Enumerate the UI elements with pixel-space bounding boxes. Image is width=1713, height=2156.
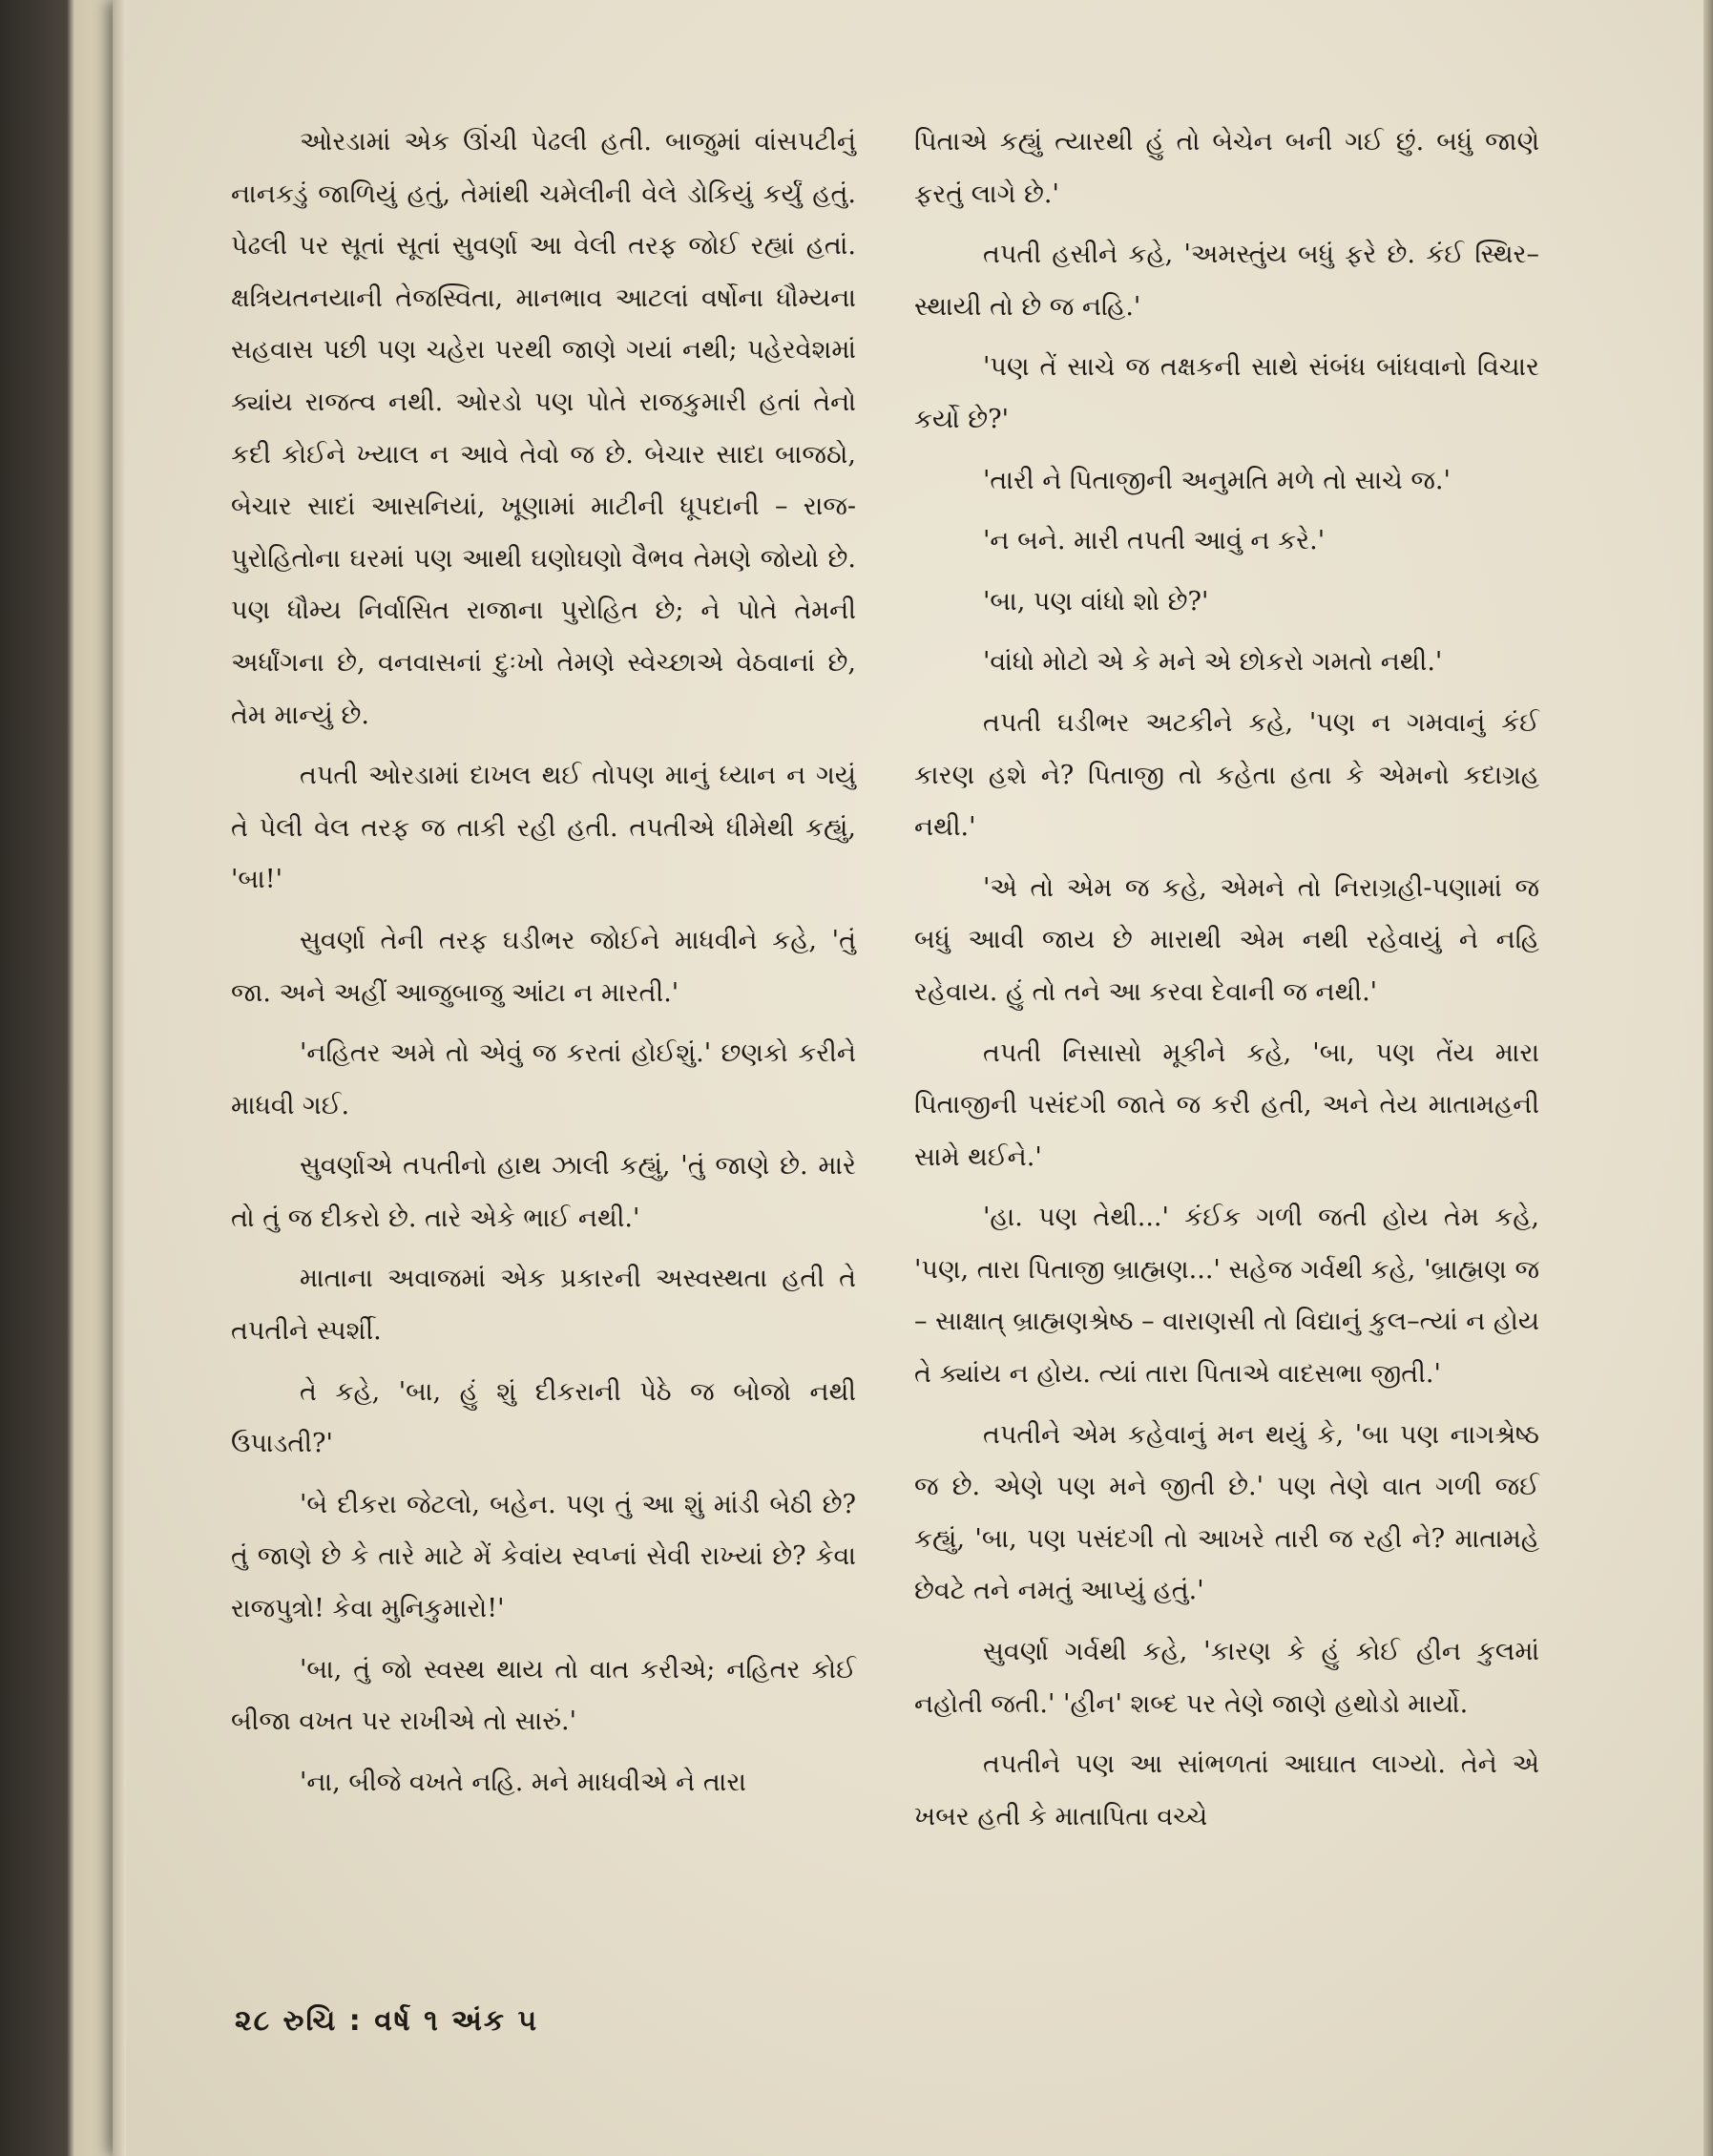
left-text-column — [231, 116, 856, 1817]
paragraph: 'પણ તેં સાચે જ તક્ષકની સાથે સંબંધ બાંધવાનો વિચાર કર્યો છે?' — [914, 352, 1539, 434]
paragraph: માતાના અવાજમાં એક પ્રકારની અસ્વસ્થતા હતી તે તપતીને સ્પર્શી. — [231, 1264, 856, 1347]
paragraph: 'ના, બીજે વખતે નહિ. મને માધવીએ ને તારા — [300, 1767, 746, 1797]
paragraph: 'વાંધો મોટો એ કે મને એ છોકરો ગમતો નથી.' — [983, 647, 1443, 678]
paragraph: 'હા. પણ તેથી...' કંઈક ગળી જતી હોય તેમ કહે, 'પણ, તારા પિતાજી બ્રાહ્મણ...' સહેજ ગર્વથી કહે, 'બ્રાહ્મણ જ – સાક્ષાત્ બ્રાહ્મણશ્રેષ્ઠ – વારાણસી તો વિદ્યાનું કુલ–ત્યાં ન હોય તે ક્યાંય ન હોય. ત્યાં તારા પિતાએ વાદસભા જીતી.' — [914, 1203, 1539, 1390]
page-right-edge — [1703, 0, 1713, 2156]
paragraph: તપતી હસીને કહે, 'અમસ્તુંય બધું ફરે છે. કંઈ સ્થિર–સ્થાયી તો છે જ નહિ.' — [914, 240, 1539, 322]
paragraph: 'નહિતર અમે તો એવું જ કરતાં હોઈશું.' છણકો કરીને માધવી ગઈ. — [231, 1038, 856, 1120]
paragraph: તપતી ઓરડામાં દાખલ થઈ તોપણ માનું ધ્યાન ન ગયું તે પેલી વેલ તરફ જ તાકી રહી હતી. તપતીએ ધીમેથી કહ્યું, 'બા!' — [231, 761, 856, 895]
paragraph-continued: પિતાએ કહ્યું ત્યારથી હું તો બેચેન બની ગઈ છું. બધું જાણે ફરતું લાગે છે.' — [914, 127, 1539, 209]
paragraph: તપતી ઘડીભર અટકીને કહે, 'પણ ન ગમવાનું કંઈ કારણ હશે ને? પિતાજી તો કહેતા હતા કે એમનો કદાગ્રહ નથી.' — [914, 707, 1539, 843]
right-text-column — [914, 116, 1539, 1852]
paragraph: સુવર્ણાએ તપતીનો હાથ ઝાલી કહ્યું, 'તું જાણે છે. મારે તો તું જ દીકરો છે. તારે એકે ભાઈ નથી.' — [231, 1151, 856, 1233]
paragraph: 'ન બને. મારી તપતી આવું ન કરે.' — [983, 526, 1326, 556]
paragraph: તપતીને પણ આ સાંભળતાં આઘાત લાગ્યો. તેને એ ખબર હતી કે માતાપિતા વચ્ચે — [914, 1749, 1539, 1832]
paragraph: તપતી નિસાસો મૂકીને કહે, 'બા, પણ તેંય મારા પિતાજીની પસંદગી જાતે જ કરી હતી, અને તેય માતામહની સામે થઈને.' — [914, 1037, 1539, 1172]
paragraph: તપતીને એમ કહેવાનું મન થયું કે, 'બા પણ નાગશ્રેષ્ઠ જ છે. એણે પણ મને જીતી છે.' પણ તેણે વાત ગળી જઈ કહ્યું, 'બા, પણ પસંદગી તો આખરે તારી જ રહી ને? માતામહે છેવટે તને નમતું આપ્યું હતું.' — [914, 1419, 1539, 1606]
paragraph: ઓરડામાં એક ઊંચી પેઢલી હતી. બાજુમાં વાંસપટીનું નાનકડું જાળિયું હતું, તેમાંથી ચમેલીની વેલે ડોકિયું કર્યું હતું. પેઢલી પર સૂતાં સૂતાં સુવર્ણા આ વેલી તરફ જોઈ રહ્યાં હતાં. ક્ષત્રિયતનયાની તેજસ્વિતા, માનભાવ આટલાં વર્ષોના ધૌમ્યના સહવાસ પછી પણ ચહેરા પરથી જાણે ગયાં નથી; પહેરવેશમાં ક્યાંય રાજત્વ નથી. ઓરડો પણ પોતે રાજકુમારી હતાં તેનો કદી કોઈને ખ્યાલ ન આવે તેવો જ છે. બેચાર સાદા બાજઠો, બેચાર સાદાં આસનિયાં, ખૂણામાં માટીની ધૂપદાની – રાજ-પુરોહિતોના ઘરમાં પણ આથી ઘણોઘણો વૈભવ તેમણે જોયો છે. પણ ધૌમ્ય નિર્વાસિત રાજાના પુરોહિત છે; ને પોતે તેમની અર્ધાંગના છે, વનવાસનાં દુઃખો તેમણે સ્વેચ્છાએ વેઠવાનાં છે, તેમ માન્યું છે. — [231, 127, 856, 730]
magazine-page — [113, 0, 1713, 2156]
paragraph: 'બા, તું જો સ્વસ્થ થાય તો વાત કરીએ; નહિતર કોઈ બીજા વખત પર રાખીએ તો સારું.' — [231, 1654, 856, 1737]
paragraph: 'એ તો એમ જ કહે, એમને તો નિરાગ્રહી-પણામાં જ બધું આવી જાય છે મારાથી એમ નથી રહેવાયું ને નહિ રહેવાય. હું તો તને આ કરવા દેવાની જ નથી.' — [914, 872, 1539, 1007]
paragraph: સુવર્ણા તેની તરફ ઘડીભર જોઈને માધવીને કહે, 'તું જા. અને અહીં આજુબાજુ આંટા ન મારતી.' — [231, 925, 856, 1008]
paragraph: તે કહે, 'બા, હું શું દીકરાની પેઠે જ બોજો નથી ઉપાડતી?' — [231, 1376, 856, 1459]
paragraph: સુવર્ણા ગર્વથી કહે, 'કારણ કે હું કોઈ હીન કુલમાં નહોતી જતી.' 'હીન' શબ્દ પર તેણે જાણે હથોડો માર્યો. — [914, 1637, 1539, 1719]
paragraph: 'તારી ને પિતાજીની અનુમતિ મળે તો સાચે જ.' — [983, 465, 1451, 495]
paragraph: 'બા, પણ વાંધો શો છે?' — [983, 586, 1209, 617]
page-footer: ૨૮ રુચિ : વર્ષ ૧ અંક ૫ — [235, 2004, 539, 2038]
page-fold-edge — [113, 0, 126, 2156]
paragraph: 'બે દીકરા જેટલો, બહેન. પણ તું આ શું માંડી બેઠી છે? તું જાણે છે કે તારે માટે મેં કેવાંય સ્વપ્નાં સેવી રાખ્યાં છે? કેવા રાજપુત્રો! કેવા મુનિકુમારો!' — [231, 1489, 856, 1624]
